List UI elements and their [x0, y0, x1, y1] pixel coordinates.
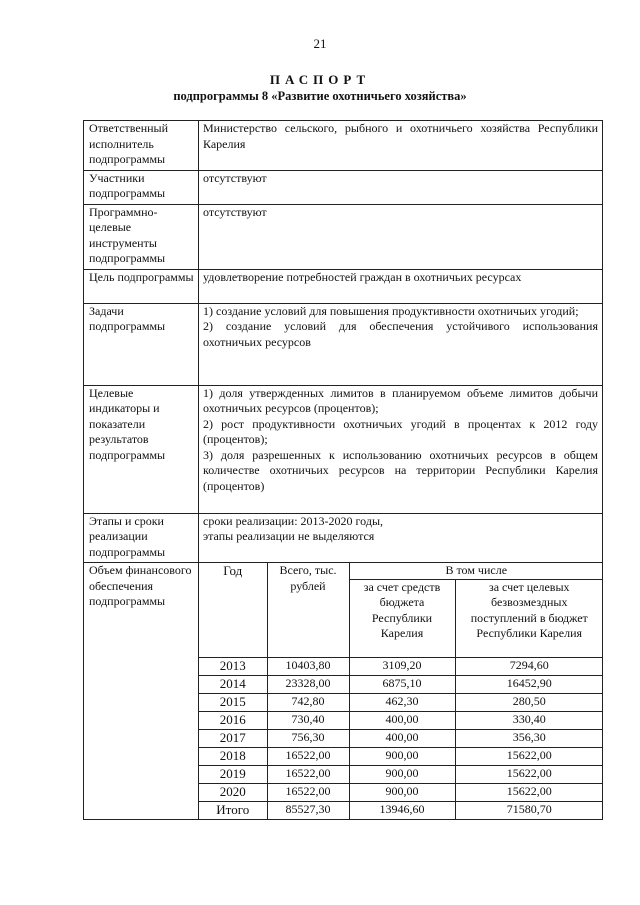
year-cell: 2014 [199, 675, 267, 693]
total-cell: 16522,00 [267, 783, 349, 801]
finance-row [199, 657, 603, 675]
grants-header: за счет целевых безвозмездных поступлений в бюджет Республики Карелия [455, 579, 603, 657]
finance-row [199, 729, 603, 747]
budget-cell: 400,00 [349, 711, 455, 729]
row-instruments [84, 204, 603, 269]
year-cell: 2020 [199, 783, 267, 801]
finance-header-row-1 [199, 563, 603, 579]
grants-cell: 356,30 [455, 729, 603, 747]
executor-value [199, 121, 603, 171]
total-cell: 742,80 [267, 693, 349, 711]
row-goal [84, 269, 603, 303]
total-cell: 756,30 [267, 729, 349, 747]
grants-cell: 71580,70 [455, 801, 603, 819]
row-participants [84, 170, 603, 204]
instruments-value: отсутствуют [199, 204, 603, 269]
executor-label: Ответственный исполнитель подпрограммы [84, 121, 199, 171]
budget-cell: 900,00 [349, 783, 455, 801]
budget-cell: 900,00 [349, 765, 455, 783]
stages-line-2: этапы реализации не выделяются [203, 529, 375, 543]
row-stages [84, 513, 603, 563]
finance-row [199, 675, 603, 693]
grants-cell: 15622,00 [455, 765, 603, 783]
instruments-label: Программно-целевые инструменты подпрограммы [84, 204, 199, 269]
budget-cell: 3109,20 [349, 657, 455, 675]
finance-row [199, 693, 603, 711]
stages-line-1: сроки реализации: 2013-2020 годы, [203, 513, 383, 528]
total-header: Всего, тыс. рублей [267, 563, 349, 657]
indicators-label: Целевые индикаторы и показатели результатов подпрограммы [84, 385, 199, 513]
tasks-label: Задачи подпрограммы [84, 303, 199, 385]
passport-title: ПАСПОРТ [269, 72, 371, 87]
goal-label: Цель подпрограммы [84, 269, 199, 303]
participants-value: отсутствуют [199, 170, 603, 204]
budget-cell: 13946,60 [349, 801, 455, 819]
year-cell: 2019 [199, 765, 267, 783]
finance-row [199, 765, 603, 783]
year-cell: 2015 [199, 693, 267, 711]
year-cell: 2013 [199, 657, 267, 675]
task-item: 2) создание условий для обеспечения устойчивого использования охотничьих ресурсов [203, 319, 598, 349]
total-cell: 730,40 [267, 711, 349, 729]
budget-cell: 900,00 [349, 747, 455, 765]
row-finance [84, 563, 603, 820]
stages-label: Этапы и сроки реализации подпрограммы [84, 513, 199, 563]
goal-value: удовлетворение потребностей граждан в охотничьих ресурсах [199, 269, 603, 303]
total-cell: 10403,80 [267, 657, 349, 675]
finance-table [199, 563, 603, 819]
total-cell: 23328,00 [267, 675, 349, 693]
budget-cell: 400,00 [349, 729, 455, 747]
grants-cell: 280,50 [455, 693, 603, 711]
grants-cell: 15622,00 [455, 747, 603, 765]
task-item: 1) создание условий для повышения продуктивности охотничьих угодий; [203, 303, 579, 318]
page-number: 21 [313, 36, 327, 51]
year-header: Год [199, 563, 267, 657]
stages-value [199, 513, 603, 563]
indicators-value [199, 385, 603, 513]
total-cell: 16522,00 [267, 765, 349, 783]
row-indicators [84, 385, 603, 513]
finance-total-row [199, 801, 603, 819]
indicator-item: 3) доля разрешенных к использованию охотничьих ресурсов в общем количестве охотничьих ресурсов на территории Республики Карелия (процентов) [203, 447, 598, 493]
year-cell: 2016 [199, 711, 267, 729]
total-cell: 16522,00 [267, 747, 349, 765]
budget-cell: 6875,10 [349, 675, 455, 693]
passport-subtitle: подпрограммы 8 «Развитие охотничьего хозяйства» [173, 89, 467, 103]
finance-label: Объем финансового обеспечения подпрограммы [84, 563, 199, 820]
finance-row [199, 747, 603, 765]
budget-header: за счет средств бюджета Республики Карелия [349, 579, 455, 657]
indicator-item: 2) рост продуктивности охотничьих угодий в процентах к 2012 году (процентов); [203, 416, 598, 446]
grants-cell: 7294,60 [455, 657, 603, 675]
passport-table [83, 120, 603, 820]
row-tasks [84, 303, 603, 385]
total-cell: 85527,30 [267, 801, 349, 819]
indicator-item: 1) доля утвержденных лимитов в планируемом объеме лимитов добычи охотничьих ресурсов (процентов); [203, 385, 598, 415]
finance-cell [199, 563, 603, 820]
year-cell: Итого [199, 801, 267, 819]
grants-cell: 16452,90 [455, 675, 603, 693]
tasks-value [199, 303, 603, 385]
including-header: В том числе [349, 563, 603, 579]
finance-row [199, 783, 603, 801]
grants-cell: 15622,00 [455, 783, 603, 801]
budget-cell: 462,30 [349, 693, 455, 711]
row-executor [84, 121, 603, 171]
grants-cell: 330,40 [455, 711, 603, 729]
year-cell: 2018 [199, 747, 267, 765]
year-cell: 2017 [199, 729, 267, 747]
participants-label: Участники подпрограммы [84, 170, 199, 204]
finance-row [199, 711, 603, 729]
executor-text: Министерство сельского, рыбного и охотничьего хозяйства Республики Карелия [203, 121, 598, 151]
